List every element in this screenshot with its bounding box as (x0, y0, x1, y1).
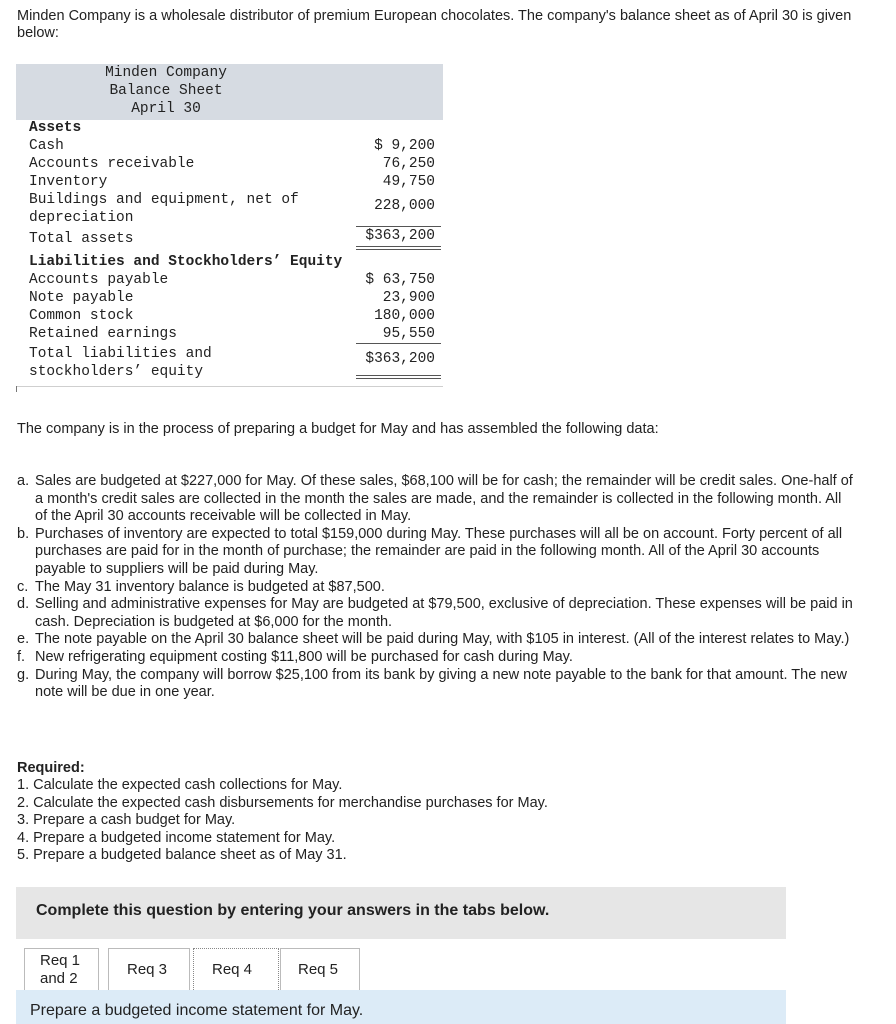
tab-label: Req 3 (127, 961, 168, 978)
row-value-accounts-payable: $ 63,750 (365, 272, 435, 288)
list-item-label: a. (17, 473, 30, 489)
list-item-text: Purchases of inventory are expected to total $159,000 during May. These purchases will all be on account. Forty percent of all purchases are paid for in the month of purchase; the remainder are paid in the following month. All of the April 30 accounts payable to suppliers will be paid during May. (35, 525, 843, 577)
total-liab-rule-bottom (356, 378, 441, 379)
row-value-common-stock: 180,000 (374, 308, 435, 324)
total-liab-rule-top (356, 375, 441, 376)
tab-label-line2: and 2 (40, 970, 78, 987)
statement-date: April 30 (131, 101, 201, 117)
tab-req-5[interactable] (280, 948, 360, 992)
row-label-accounts-payable: Accounts payable (29, 272, 169, 288)
list-item (17, 473, 857, 526)
list-item (17, 596, 857, 631)
row-label-cash: Cash (29, 138, 64, 154)
list-item (17, 667, 857, 702)
list-item (17, 649, 857, 667)
list-item-text: The note payable on the April 30 balance sheet will be paid during May, with $105 in interest. (All of the interest relates to May.) (35, 631, 850, 648)
row-label-note-payable: Note payable (29, 290, 134, 306)
balance-sheet-header (16, 64, 443, 120)
tab-req-3[interactable] (108, 948, 190, 992)
tab-label-line1: Req 1 (40, 952, 81, 969)
row-value-accounts-receivable: 76,250 (382, 156, 435, 172)
tab-label: Req 5 (298, 961, 339, 978)
list-item (17, 631, 857, 649)
row-label-buildings-1: Buildings and equipment, net of (29, 192, 299, 208)
row-label-buildings-2: depreciation (29, 210, 134, 226)
list-item-text: Selling and administrative expenses for May are budgeted at $79,500, exclusive of depreciation. These expenses will be paid in cash. Depreciation is budgeted at $6,000 for the month. (35, 596, 853, 630)
total-liab-label-1: Total liabilities and (29, 346, 212, 362)
list-item-label: f. (17, 648, 26, 665)
data-intro-text: The company is in the process of preparing a budget for May and has assembled the following data: (17, 421, 659, 437)
row-value-inventory: 49,750 (382, 174, 435, 190)
list-item-label: b. (17, 525, 30, 542)
list-item-text: During May, the company will borrow $25,100 from its bank by giving a new note payable to the bank for that amount. The new note will be due in one year. (35, 666, 847, 701)
required-item: 1. Calculate the expected cash collections for May. (17, 777, 343, 794)
total-liab-label-2: stockholders’ equity (29, 364, 204, 380)
total-rule-bottom (356, 249, 441, 250)
liabilities-heading: Liabilities and Stockholders’ Equity (29, 254, 343, 270)
subtotal-rule-liab (356, 343, 441, 344)
list-item-text: Sales are budgeted at $227,000 for May. Of these sales, $68,100 will be for cash; the remainder will be credit sales. One-half of a month's credit sales are collected in the month the sales are made, and the remainder is collected in the following month. All of the April 30 accounts receivable will be collected in May. (35, 473, 853, 525)
row-value-note-payable: 23,900 (382, 290, 435, 306)
total-assets-value: $363,200 (365, 228, 435, 244)
required-item: 2. Calculate the expected cash disbursements for merchandise purchases for May. (17, 794, 548, 811)
row-value-buildings: 228,000 (374, 198, 435, 214)
list-item-label: e. (17, 631, 30, 648)
row-label-accounts-receivable: Accounts receivable (29, 156, 195, 172)
list-item (17, 526, 857, 579)
company-name: Minden Company (105, 65, 227, 81)
table-bottom-rule (16, 386, 443, 387)
data-list (17, 473, 857, 702)
required-item: 5. Prepare a budgeted balance sheet as of May 31. (17, 847, 347, 864)
list-item-label: c. (17, 578, 29, 595)
tab-req-1-and-2[interactable] (24, 948, 99, 992)
total-liab-value: $363,200 (365, 351, 435, 367)
complete-banner (16, 887, 786, 939)
tab-label: Req 4 (212, 961, 253, 978)
required-section (17, 760, 548, 864)
tab-prompt-text: Prepare a budgeted income statement for May. (30, 1002, 364, 1019)
tab-req-4[interactable] (193, 948, 279, 992)
required-item: 3. Prepare a cash budget for May. (17, 812, 236, 829)
total-rule-top (356, 246, 441, 247)
row-label-common-stock: Common stock (29, 308, 134, 324)
intro-text: Minden Company is a wholesale distributor of premium European chocolates. The company's balance sheet as of April 30 is given below: (17, 8, 852, 41)
tab-prompt (16, 990, 786, 1024)
balance-sheet (16, 64, 443, 392)
list-item-text: New refrigerating equipment costing $11,800 will be purchased for cash during May. (35, 648, 573, 665)
row-value-retained-earnings: 95,550 (382, 326, 435, 342)
required-item: 4. Prepare a budgeted income statement for May. (17, 829, 336, 846)
list-item-label: d. (17, 596, 30, 613)
complete-banner-text: Complete this question by entering your answers in the tabs below. (36, 902, 550, 919)
list-item-text: The May 31 inventory balance is budgeted at $87,500. (35, 578, 385, 595)
required-heading: Required: (17, 760, 85, 776)
row-label-retained-earnings: Retained earnings (29, 326, 177, 342)
list-item (17, 579, 857, 597)
assets-heading: Assets (29, 120, 82, 136)
row-value-cash: $ 9,200 (374, 138, 435, 154)
statement-title: Balance Sheet (109, 83, 223, 99)
list-item-label: g. (17, 666, 30, 683)
table-corner-mark (16, 386, 17, 392)
total-assets-label: Total assets (29, 231, 134, 247)
row-label-inventory: Inventory (29, 174, 108, 190)
